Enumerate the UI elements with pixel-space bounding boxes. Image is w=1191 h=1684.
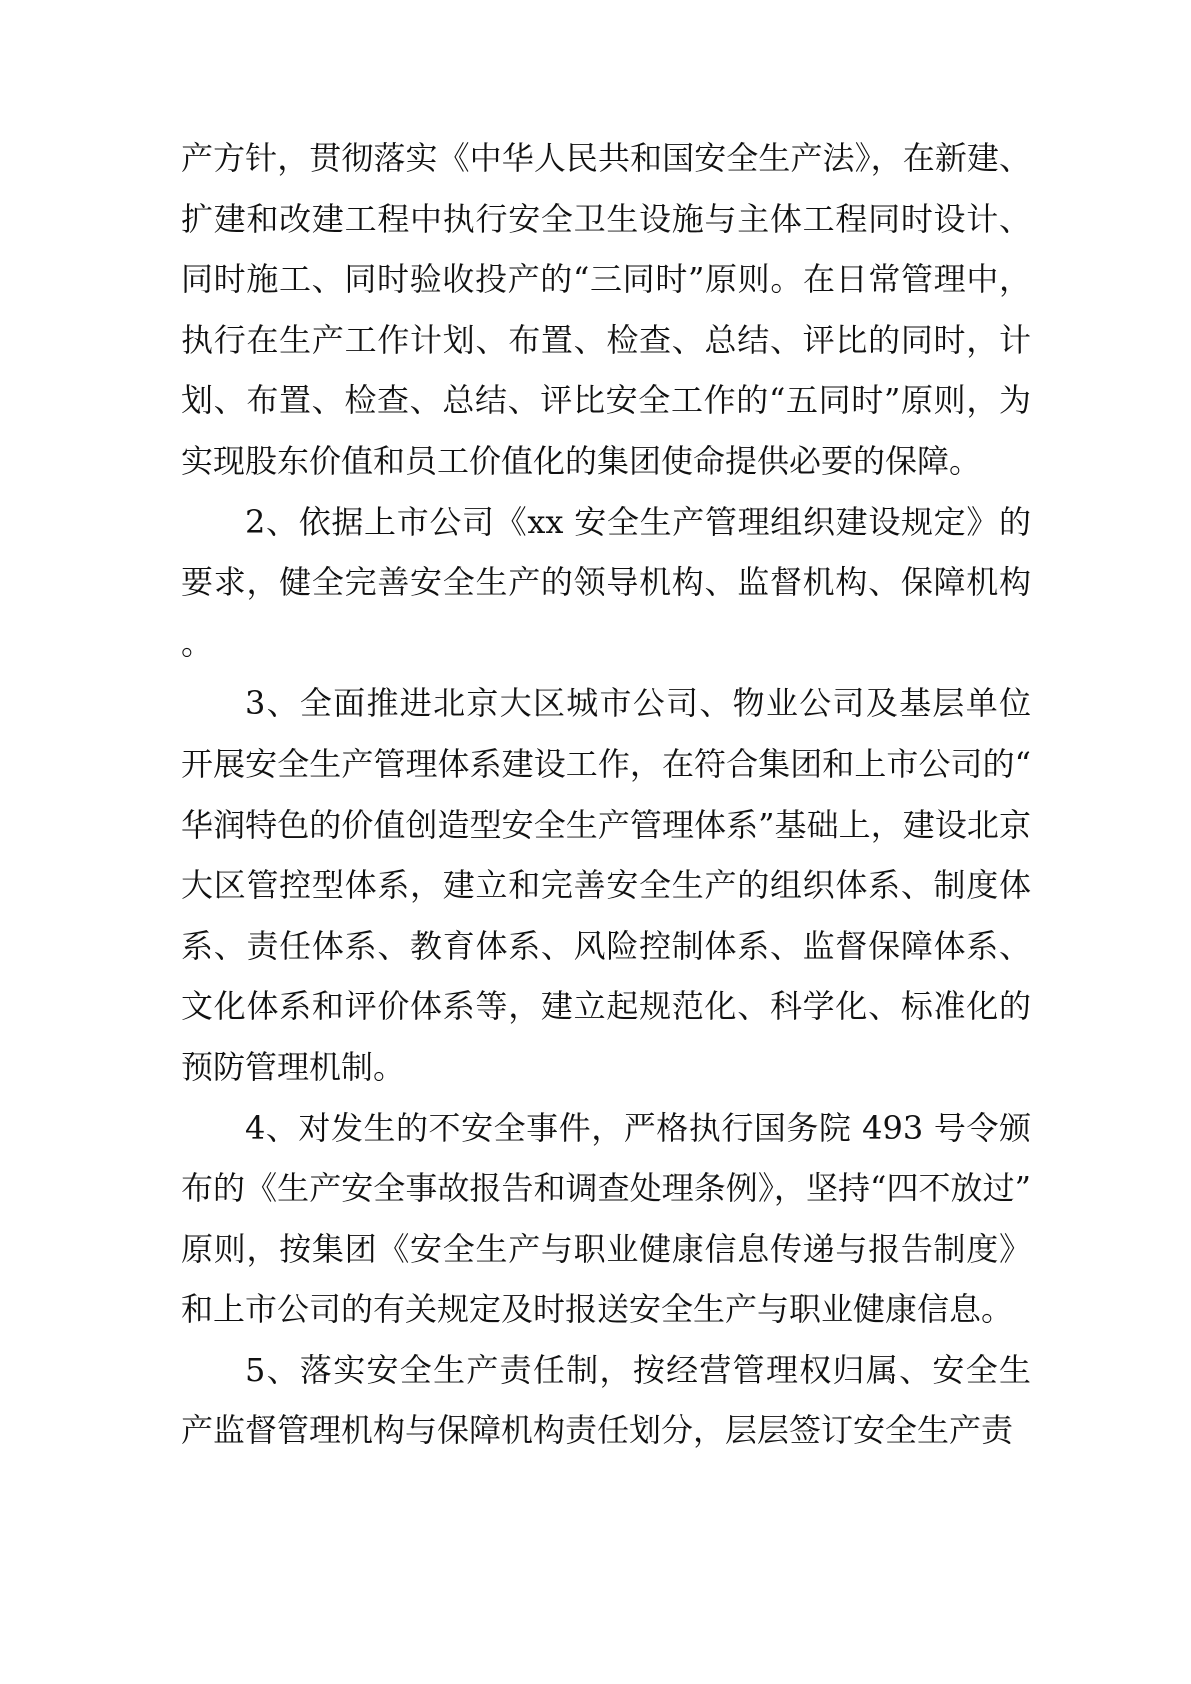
document-body	[181, 128, 1031, 1461]
paragraph-item-5: 5、落实安全生产责任制，按经营管理权归属、安全生产监督管理机构与保障机构责任划分，层层签订安全生产责	[181, 1350, 1031, 1450]
paragraph-item-4: 4、对发生的不安全事件，严格执行国务院 493 号令颁布的《生产安全事故报告和调查处理条例》，坚持“四不放过”原则，按集团《安全生产与职业健康信息传递与报告制度》和上市公司的有关规定及时报送安全生产与职业健康信息。	[181, 1108, 1031, 1329]
paragraph-item-3: 3、全面推进北京大区城市公司、物业公司及基层单位开展安全生产管理体系建设工作，在符合集团和上市公司的“华润特色的价值创造型安全生产管理体系”基础上，建设北京大区管控型体系，建立和完善安全生产的组织体系、制度体系、责任体系、教育体系、风险控制体系、监督保障体系、文化体系和评价体系等，建立起规范化、科学化、标准化的预防管理机制。	[181, 684, 1031, 1086]
paragraph-item-2: 2、依据上市公司《xx 安全生产管理组织建设规定》的要求，健全完善安全生产的领导机构、监督机构、保障机构。	[181, 502, 1031, 662]
paragraph-continued: 产方针，贯彻落实《中华人民共和国安全生产法》，在新建、扩建和改建工程中执行安全卫生设施与主体工程同时设计、同时施工、同时验收投产的“三同时”原则。在日常管理中，执行在生产工作计划、布置、检查、总结、评比的同时，计划、布置、检查、总结、评比安全工作的“五同时”原则，为实现股东价值和员工价值化的集团使命提供必要的保障。	[181, 139, 1031, 480]
